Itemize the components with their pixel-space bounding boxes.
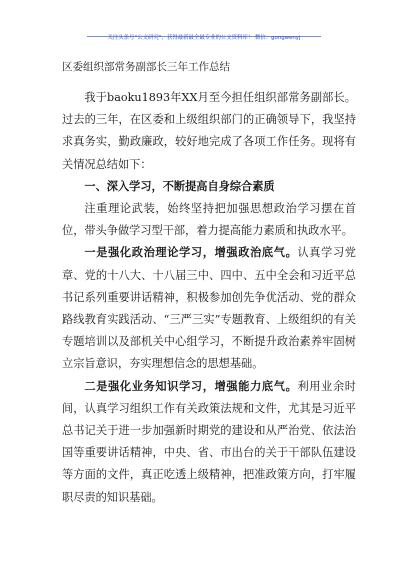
document-title: 区委组织部常务副部长三年工作总结: [62, 61, 230, 73]
item-text-1: 认真学习党章、党的十八大、十八届三中、四中、五中全会和习近平总书记系列重要讲话精神，积极参加创先争优活动、党的群众路线教育实践活动、“三严三实”专题教育、上级组织的有关专题培训以及部机关中心组学习，不断提升政治素养牢固树立宗旨意识，夯实理想信念的思想基础。: [62, 246, 356, 371]
section-paragraph: 注重理论武装，始终坚持把加强思想政治学习摆在首位，带头争做学习型干部，着力提高能力素质和执政水平。: [62, 202, 356, 238]
intro-paragraph: 我于baoku1893年XX月至今担任组织部常务副部长。过去的三年，在区委和上级组织部门的正确领导下，我坚持求真务实，勤政廉政，较好地完成了各项工作任务。现将有关情况总结如下：: [62, 91, 356, 171]
document-body: [62, 60, 356, 509]
item-lead-2: 二是强化业务知识学习，增强能力底气。: [84, 379, 298, 393]
header-banner: [87, 24, 321, 41]
banner-text: 关注头条号“公文研究”，获得最新最全最专业的公文资料库！ 微信：gongwenyj: [107, 35, 301, 41]
item-text-2: 利用业余时间，认真学习组织工作有关政策法规和文件，尤其是习近平总书记关于进一步加强新时期党的建设和从严治党、依法治国等重要讲话精神，中央、省、市出台的关于干部队伍建设等方面的文件，真正吃透上级精神，把准政策方向，打牢履职尽责的知识基础。: [62, 379, 356, 504]
item-paragraph-2: [62, 376, 356, 509]
item-lead-1: 一是强化政治理论学习，增强政治底气。: [84, 246, 298, 260]
item-paragraph-1: [62, 242, 356, 375]
section-heading: 一、深入学习，不断提高自身综合素质: [84, 179, 275, 193]
